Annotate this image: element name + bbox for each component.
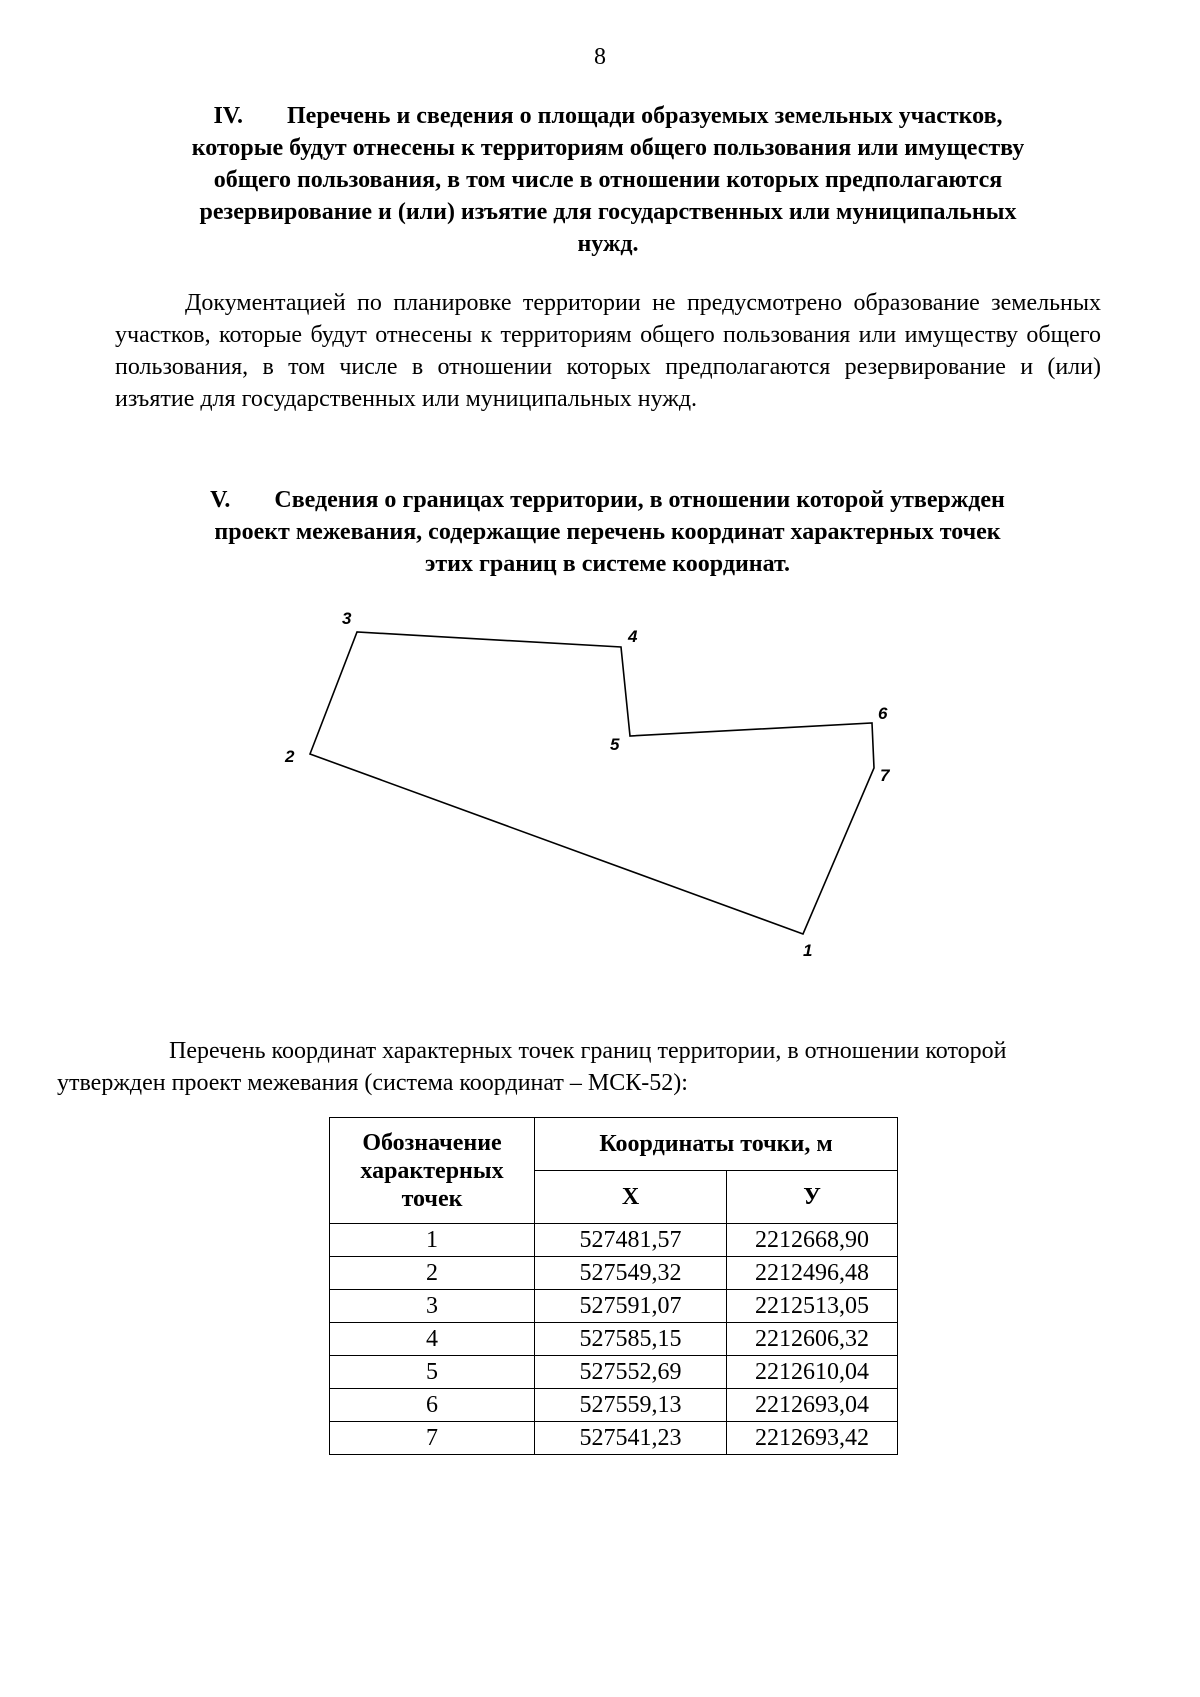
point-label-4: 4 — [628, 627, 638, 646]
cell-y: 2212496,48 — [727, 1257, 898, 1290]
cell-point: 5 — [330, 1356, 535, 1389]
table-row — [330, 1422, 898, 1455]
cell-x: 527559,13 — [535, 1389, 727, 1422]
cell-point: 3 — [330, 1290, 535, 1323]
table-row — [330, 1356, 898, 1389]
cell-y: 2212610,04 — [727, 1356, 898, 1389]
point-label-3: 3 — [342, 609, 352, 628]
cell-y: 2212668,90 — [727, 1224, 898, 1257]
header-x: Х — [535, 1171, 727, 1224]
cell-point: 2 — [330, 1257, 535, 1290]
cell-x: 527549,32 — [535, 1257, 727, 1290]
boundary-polygon-diagram — [260, 600, 920, 980]
section-4-title-line-5: нужд. — [577, 231, 639, 257]
cell-y: 2212606,32 — [727, 1323, 898, 1356]
header-y: У — [727, 1171, 898, 1224]
section-5-title-line-3: этих границ в системе координат. — [425, 551, 790, 577]
table-row — [330, 1389, 898, 1422]
section-5-title-line-1: Сведения о границах территории, в отношении которой утвержден — [274, 487, 1005, 513]
section-4-title-line-4: резервирование и (или) изъятие для государственных или муниципальных — [199, 199, 1017, 225]
section-4-title-line-2: которые будут отнесены к территориям общего пользования или имуществу — [191, 135, 1025, 161]
section-5-heading-line — [135, 484, 1080, 516]
section-5-title-line-2: проект межевания, содержащие перечень координат характерных точек — [214, 519, 1001, 545]
table-intro: Перечень координат характерных точек границ территории, в отношении которой утвержден проект межевания (система координат – МСК-52): — [57, 1038, 1007, 1096]
boundary-polygon — [310, 632, 874, 934]
cell-x: 527591,07 — [535, 1290, 727, 1323]
cell-x: 527541,23 — [535, 1422, 727, 1455]
coordinates-table — [329, 1117, 898, 1455]
table-row — [330, 1323, 898, 1356]
section-5-heading — [135, 484, 1080, 580]
point-label-1: 1 — [803, 941, 813, 960]
table-row — [330, 1290, 898, 1323]
cell-x: 527481,57 — [535, 1224, 727, 1257]
section-4-title-line-3: общего пользования, в том числе в отношении которых предполагаются — [213, 167, 1003, 193]
cell-point: 4 — [330, 1323, 535, 1356]
point-label-5: 5 — [610, 735, 620, 754]
cell-y: 2212693,04 — [727, 1389, 898, 1422]
cell-y: 2212693,42 — [727, 1422, 898, 1455]
table-row — [330, 1257, 898, 1290]
cell-point: 1 — [330, 1224, 535, 1257]
section-4-heading-line — [108, 100, 1108, 132]
cell-x: 527552,69 — [535, 1356, 727, 1389]
point-label-2: 2 — [285, 747, 295, 766]
section-4-heading — [108, 100, 1108, 260]
cell-x: 527585,15 — [535, 1323, 727, 1356]
section-4-paragraph: Документацией по планировке территории не предусмотрено образование земельных участков, которые будут отнесены к территориям общего пользования или имуществу общего пользования, в том числе в отношении которых предполагаются резервирование и (или) изъятие для государственных или муниципальных нужд. — [115, 290, 1101, 412]
point-label-7: 7 — [880, 766, 890, 785]
cell-point: 6 — [330, 1389, 535, 1422]
table-row — [330, 1224, 898, 1257]
section-4-title-line-1: Перечень и сведения о площади образуемых земельных участков, — [287, 103, 1003, 129]
cell-point: 7 — [330, 1422, 535, 1455]
coordinates-table-body — [330, 1224, 898, 1455]
section-5-number: V. — [210, 487, 231, 513]
cell-y: 2212513,05 — [727, 1290, 898, 1323]
section-4-number: IV. — [213, 103, 244, 129]
header-coordinates: Координаты точки, м — [535, 1118, 898, 1171]
point-label-6: 6 — [878, 704, 888, 723]
page-number: 8 — [594, 44, 606, 70]
header-point-designation: Обозначение характерных точек — [330, 1118, 535, 1224]
